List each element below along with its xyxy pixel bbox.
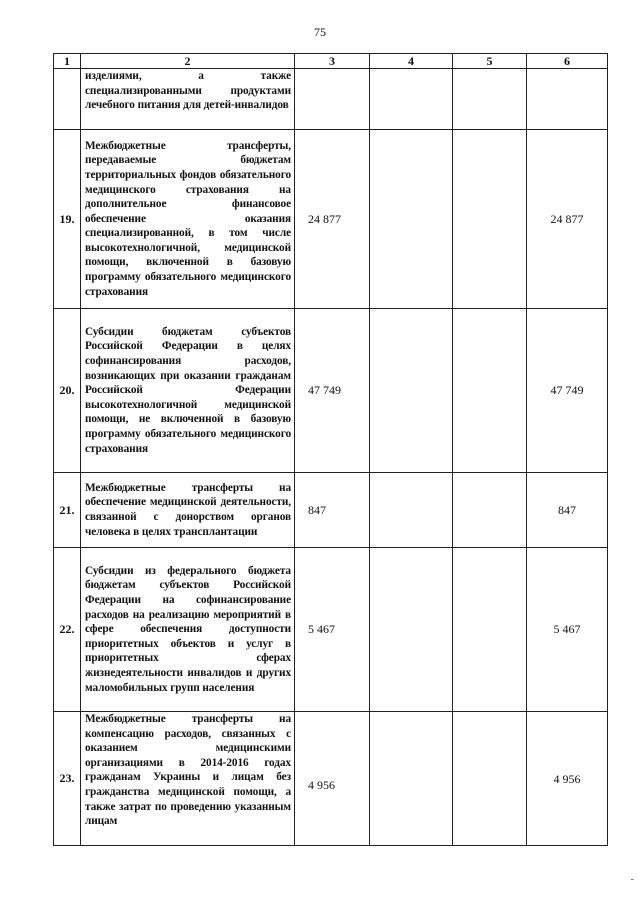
row-value-col5 [453, 309, 527, 473]
row-value-col4 [370, 548, 453, 712]
row-value-col4 [370, 712, 453, 846]
row-value-col6: 24 877 [527, 130, 608, 309]
column-header-3: 3 [295, 54, 370, 69]
row-number [54, 69, 81, 130]
row-value-col5 [453, 548, 527, 712]
row-value-col6: 847 [527, 473, 608, 548]
page-number: 75 [314, 25, 326, 39]
row-value-col5 [453, 712, 527, 846]
row-value-col4 [370, 69, 453, 130]
row-value-col5 [453, 473, 527, 548]
table-row [54, 473, 608, 548]
row-number: 20. [54, 309, 81, 473]
column-header-4: 4 [370, 54, 453, 69]
row-description: Межбюджетные трансферты на обеспечение медицинской деятельности, связанной с донорством органов человека в целях трансплантации [81, 473, 295, 548]
table-row [54, 130, 608, 309]
row-description: Межбюджетные трансферты на компенсацию расходов, связанных с оказанием медицинскими организациями в 2014-2016 годах гражданам Украины и лицам без гражданства медицинской помощи, а также затрат по проведению указанным лицам [81, 712, 295, 846]
budget-table [53, 53, 608, 846]
table-row [54, 712, 608, 846]
row-description: Межбюджетные трансферты, передаваемые бюджетам территориальных фондов обязательного медицинского страхования на дополнительное финансовое обеспечение оказания специализированной, в том числе высокотехнологичной, медицинской помощи, включенной в базовую программу обязательного медицинского страхования [81, 130, 295, 309]
row-value-col6: 5 467 [527, 548, 608, 712]
row-value-col3 [295, 69, 370, 130]
row-value-col5 [453, 69, 527, 130]
page-edge-mark: - [630, 874, 634, 885]
row-value-col3: 4 956 [295, 712, 370, 846]
row-value-col4 [370, 309, 453, 473]
row-value-col3: 5 467 [295, 548, 370, 712]
row-description: Субсидии из федерального бюджета бюджетам субъектов Российской Федерации на софинансирование расходов на реализацию мероприятий в сфере обеспечения доступности приоритетных объектов и услуг в приоритетных сферах жизнедеятельности инвалидов и других маломобильных групп населения [81, 548, 295, 712]
row-description: изделиями, а также специализированными продуктами лечебного питания для детей-инвалидов [81, 69, 295, 130]
row-number: 23. [54, 712, 81, 846]
row-value-col4 [370, 130, 453, 309]
header-row [54, 54, 608, 69]
column-header-6: 6 [527, 54, 608, 69]
column-header-1: 1 [54, 54, 81, 69]
row-value-col4 [370, 473, 453, 548]
row-value-col6: 4 956 [527, 712, 608, 846]
row-value-col3: 847 [295, 473, 370, 548]
table-row [54, 309, 608, 473]
row-number: 22. [54, 548, 81, 712]
row-value-col5 [453, 130, 527, 309]
column-header-5: 5 [453, 54, 527, 69]
row-number: 19. [54, 130, 81, 309]
row-value-col6: 47 749 [527, 309, 608, 473]
row-value-col3: 24 877 [295, 130, 370, 309]
row-number: 21. [54, 473, 81, 548]
table-row [54, 548, 608, 712]
column-header-2: 2 [81, 54, 295, 69]
row-description: Субсидии бюджетам субъектов Российской Федерации в целях софинансирования расходов, возникающих при оказании гражданам Российской Федерации высокотехнологичной медицинской помощи, не включенной в базовую программу обязательного медицинского страхования [81, 309, 295, 473]
row-value-col6 [527, 69, 608, 130]
row-value-col3: 47 749 [295, 309, 370, 473]
table-row [54, 69, 608, 130]
